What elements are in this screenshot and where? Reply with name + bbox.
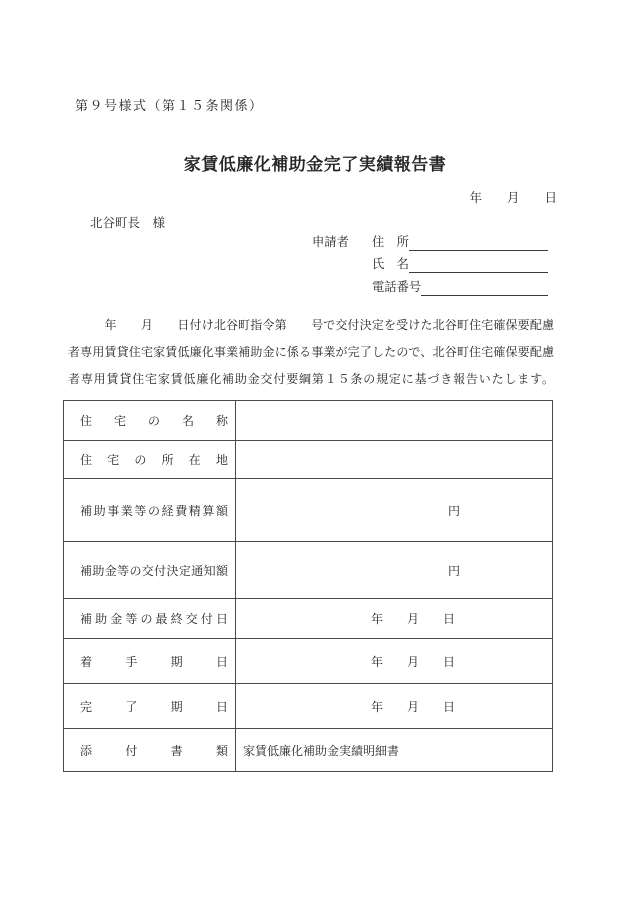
row-label: 補助事業等の経費精算額 — [80, 503, 228, 518]
phone-label: 電話番号 — [372, 279, 422, 294]
table-row-housing-name — [64, 401, 552, 441]
applicant-name-row — [312, 256, 548, 278]
addressee: 北谷町長 様 — [90, 216, 166, 230]
applicant-heading-spacer — [312, 279, 372, 301]
attachment-name: 家賃低廉化補助金実績明細書 — [243, 743, 400, 758]
row-label-cell — [64, 729, 236, 771]
address-label: 住 所 — [372, 235, 409, 249]
date-placeholder: 年 月 日 — [371, 612, 456, 626]
address-underline — [409, 234, 548, 251]
row-value-cell — [236, 599, 552, 638]
row-label: 完了期日 — [80, 699, 228, 714]
row-value-cell — [236, 684, 552, 728]
row-label-cell — [64, 542, 236, 598]
row-label: 住宅の名称 — [80, 414, 228, 428]
date-placeholder: 年 月 日 — [371, 699, 456, 714]
table-row-housing-location — [64, 441, 552, 479]
phone-underline — [421, 279, 548, 296]
row-value-cell — [236, 729, 552, 771]
applicant-heading-spacer — [312, 256, 372, 278]
yen-unit: 円 — [448, 563, 461, 578]
body-line-2: 者専用賃貸住宅家賃低廉化事業補助金に係る事業が完了したので、北谷町住宅確保要配慮 — [68, 345, 554, 359]
form-number: 第９号様式（第１５条関係） — [75, 98, 264, 113]
row-value-cell — [236, 542, 552, 598]
table-row-attachments — [64, 729, 552, 771]
row-label: 住宅の所在地 — [80, 453, 228, 467]
row-label-cell — [64, 401, 236, 440]
applicant-block — [312, 234, 548, 301]
table-row-completion-date — [64, 684, 552, 729]
row-label-cell — [64, 599, 236, 638]
yen-unit: 円 — [448, 503, 461, 518]
applicant-phone-row — [312, 279, 548, 301]
table-row-start-date — [64, 639, 552, 684]
row-label-cell — [64, 441, 236, 478]
body-line-1: 年 月 日付け北谷町指令第 号で交付決定を受けた北谷町住宅確保要配慮 — [68, 318, 554, 332]
applicant-heading: 申請者 — [312, 235, 349, 249]
name-underline — [409, 256, 548, 273]
row-value-cell — [236, 479, 552, 541]
applicant-address-row — [312, 234, 548, 256]
row-label-cell — [64, 479, 236, 541]
name-label: 氏 名 — [372, 257, 409, 272]
page-title: 家賃低廉化補助金完了実績報告書 — [183, 155, 447, 174]
row-label-cell — [64, 639, 236, 683]
table-row-final-grant-date — [64, 599, 552, 639]
row-label: 着手期日 — [80, 654, 228, 669]
body-line-3: 者専用賃貸住宅家賃低廉化補助金交付要綱第１５条の規定に基づき報告いたします。 — [68, 372, 554, 386]
row-value-cell — [236, 441, 552, 478]
row-value-cell — [236, 639, 552, 683]
date-line: 年 月 日 — [469, 191, 557, 205]
row-value-cell — [236, 401, 552, 440]
row-label-cell — [64, 684, 236, 728]
row-label: 補助金等の交付決定通知額 — [80, 563, 228, 578]
date-placeholder: 年 月 日 — [371, 654, 456, 669]
report-table — [63, 400, 553, 772]
row-label: 補助金等の最終交付日 — [80, 612, 228, 626]
row-label: 添付書類 — [80, 743, 228, 758]
body-paragraph — [68, 312, 554, 393]
table-row-grant-decision-amount — [64, 542, 552, 599]
table-row-expense-settlement — [64, 479, 552, 542]
